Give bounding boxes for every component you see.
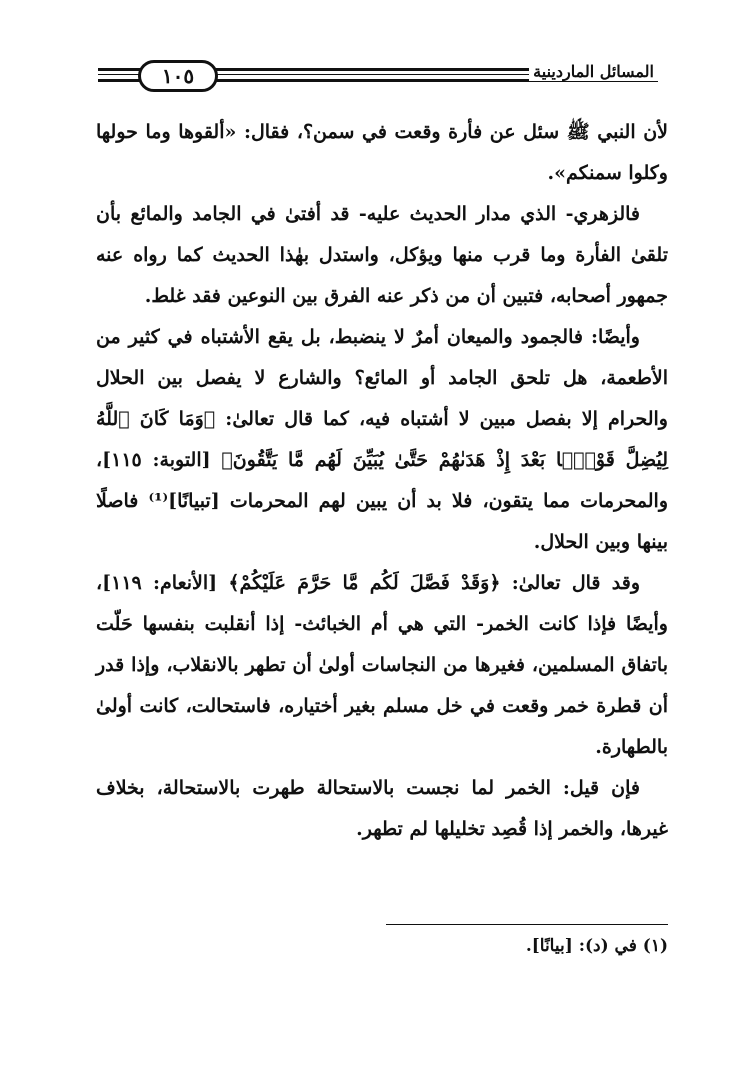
paragraph-3 [96, 317, 668, 563]
paragraph-text: وأيضًا: فالجمود والميعان أمرٌ لا ينضبط، بل يقع الأشتباه في كثير من الأطعمة، هل تلحق الجامد أو المائع؟ والشارع لا يفصل بين الحلال والحرام إلا بفصل مبين لا أشتباه فيه، كما قال تعالىٰ: [96, 326, 668, 430]
paragraph-text: [التوبة: ١١٥]، والمحرمات مما يتقون، فلا بد أن يبين لهم المحرمات [تبيانًا]⁽¹⁾ فاصلًا بينها وبين الحلال. [96, 449, 668, 553]
paragraph-text: لأن النبي ﷺ سئل عن فأرة وقعت في سمن؟، فقال: «ألقوها وما حولها وكلوا سمنكم». [96, 121, 668, 184]
quran-verse: ﴿وَمَا كَانَ ٱللَّهُ لِيُضِلَّ قَوْمًۢا بَعْدَ إِذْ هَدَىٰهُمْ حَتَّىٰ يُبَيِّنَ لَهُم مَّا يَتَّقُونَ﴾ [96, 408, 668, 471]
running-header [98, 60, 658, 90]
paragraph-text: [الأنعام: ١١٩]، وأيضًا فإذا كانت الخمر- التي هي أم الخبائث- إذا أنقلبت بنفسها حَلّت باتفاق المسلمين، فغيرها من النجاسات أولىٰ أن تطهر بالانقلاب، وإذا قدر أن قطرة خمر وقعت في خل مسلم بغير أختياره، فاستحالت، كانت أولىٰ بالطهارة. [96, 572, 668, 758]
paragraph-5 [96, 768, 668, 850]
paragraph-2 [96, 194, 668, 317]
paragraph-1 [96, 112, 668, 194]
footnote-separator [386, 924, 668, 925]
main-text [96, 112, 668, 850]
paragraph-text: فالزهري- الذي مدار الحديث عليه- قد أفتىٰ في الجامد والمائع بأن تلقىٰ الفأرة وما قرب منها ويؤكل، واستدل بهٰذا الحديث كما رواه عنه جمهور أصحابه، فتبين أن من ذكر عنه الفرق بين النوعين فقد غلط. [96, 203, 668, 307]
footnote: (١) في (د): [بيانًا]. [525, 936, 668, 956]
paragraph-text: وقد قال تعالىٰ: [500, 572, 640, 594]
page-number: ١٠٥ [138, 60, 218, 92]
paragraph-text: فإن قيل: الخمر لما نجست بالاستحالة طهرت بالاستحالة، بخلاف غيرها، والخمر إذا قُصِد تخليلها لم تطهر. [96, 777, 668, 840]
running-title: المسائل الماردينية [529, 62, 658, 81]
paragraph-4 [96, 563, 668, 768]
quran-verse: ﴿وَقَدْ فَصَّلَ لَكُم مَّا حَرَّمَ عَلَيْكُمْ﴾ [228, 572, 501, 594]
